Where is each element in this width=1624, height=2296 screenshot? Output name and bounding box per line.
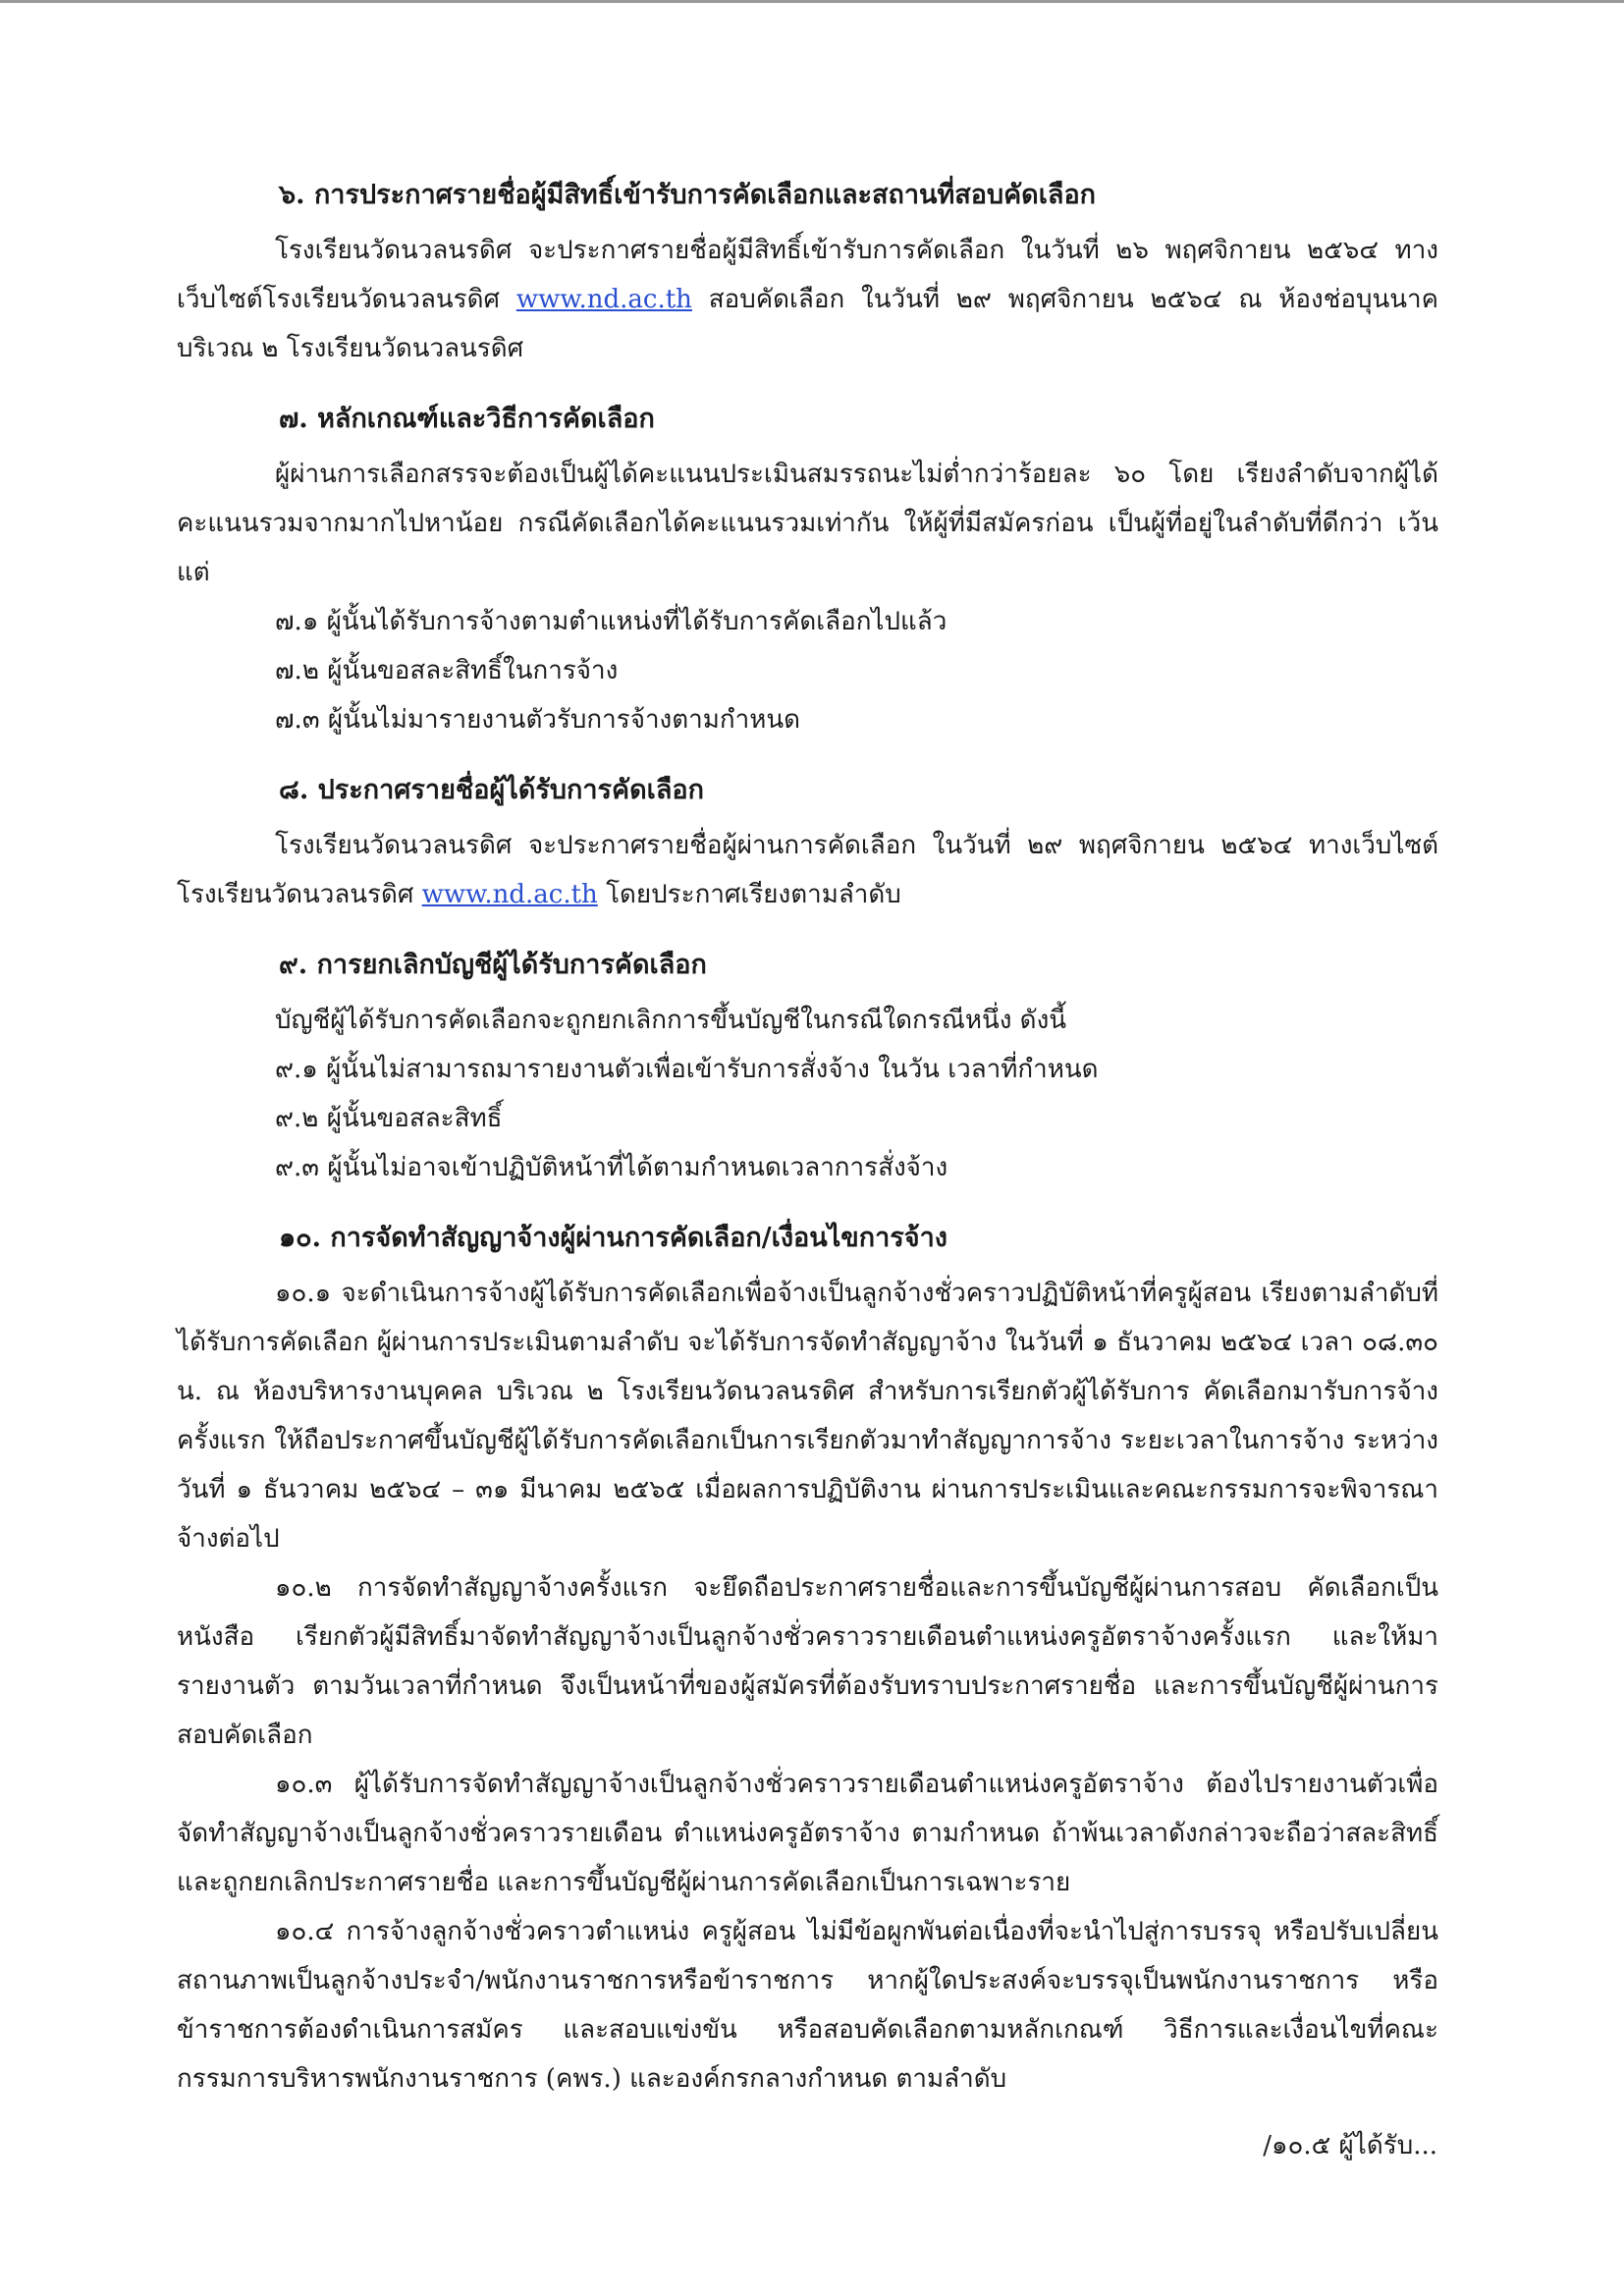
section-9-item: ๙.๑ ผู้นั้นไม่สามารถมารายงานตัวเพื่อเข้ารับการสั่งจ้าง ในวัน เวลาที่กำหนด — [275, 1055, 1099, 1084]
section-8-heading: ๘. ประกาศรายชื่อผู้ได้รับการคัดเลือก — [279, 775, 704, 805]
section-9 — [177, 941, 1438, 1192]
section-7-item: ๗.๒ ผู้นั้นขอสละสิทธิ์ในการจ้าง — [275, 656, 619, 685]
section-9-heading: ๙. การยกเลิกบัญชีผู้ได้รับการคัดเลือก — [279, 950, 707, 980]
section-10-paragraph-4: ๑๐.๔ การจ้างลูกจ้างชั่วคราวตำแหน่ง ครูผู้สอน ไม่มีข้อผูกพันต่อเนื่องที่จะนำไปสู่การบรรจุ หรือปรับเปลี่ยนสถานภาพเป็นลูกจ้างประจำ/พนักงานราชการหรือข้าราชการ หากผู้ใดประสงค์จะบรรจุเป็นพนักงานราชการ หรือข้าราชการต้องดำเนินการสมัคร และสอบแข่งขัน หรือสอบคัดเลือกตามหลักเกณฑ์ วิธีการและเงื่อนไขที่คณะกรรมการบริหารพนักงานราชการ (คพร.) และองค์กรกลางกำหนด ตามลำดับ — [177, 1917, 1438, 2094]
section-7 — [177, 395, 1438, 744]
section-9-item: ๙.๒ ผู้นั้นขอสละสิทธิ์ — [275, 1104, 503, 1133]
top-rule — [0, 0, 1624, 3]
section-6-text-b: สอบคัดเลือก ในวันที่ ๒๙ พฤศจิกายน ๒๕๖๔ ณ ห้องช่อบุนนาค บริเวณ ๒ โรงเรียนวัดนวลนรดิศ — [177, 285, 1439, 363]
section-7-item: ๗.๓ ผู้นั้นไม่มารายงานตัวรับการจ้างตามกำหนด — [275, 705, 801, 735]
section-8-text-a: โรงเรียนวัดนวลนรดิศ จะประกาศรายชื่อผู้ผ่านการคัดเลือก ในวันที่ ๒๙ พฤศจิกายน ๒๕๖๔ ทางเว็บไซต์โรงเรียนวัดนวลนรดิศ — [177, 831, 1438, 909]
section-7-item: ๗.๑ ผู้นั้นได้รับการจ้างตามตำแหน่งที่ได้รับการคัดเลือกไปแล้ว — [275, 607, 947, 636]
page-continuation: /๑๐.๕ ผู้ได้รับ... — [1263, 2131, 1437, 2160]
section-10-heading: ๑๐. การจัดทำสัญญาจ้างผู้ผ่านการคัดเลือก/เงื่อนไขการจ้าง — [279, 1223, 947, 1253]
section-10-paragraph-3: ๑๐.๓ ผู้ได้รับการจัดทำสัญญาจ้างเป็นลูกจ้างชั่วคราวรายเดือนตำแหน่งครูอัตราจ้าง ต้องไปรายงานตัวเพื่อจัดทำสัญญาจ้างเป็นลูกจ้างชั่วคราวรายเดือน ตำแหน่งครูอัตราจ้าง ตามกำหนด ถ้าพ้นเวลาดังกล่าวจะถือว่าสละสิทธิ์ และถูกยกเลิกประกาศรายชื่อ และการขึ้นบัญชีผู้ผ่านการคัดเลือกเป็นการเฉพาะราย — [177, 1770, 1438, 1897]
section-7-heading: ๗. หลักเกณฑ์และวิธีการคัดเลือก — [279, 404, 655, 434]
section-6-text-a: โรงเรียนวัดนวลนรดิศ จะประกาศรายชื่อผู้มีสิทธิ์เข้ารับการคัดเลือก ในวันที่ ๒๖ พฤศจิกายน ๒๕๖๔ ทางเว็บไซต์โรงเรียนวัดนวลนรดิศ — [177, 236, 1438, 314]
document-body — [177, 171, 1438, 2125]
section-8-paragraph — [177, 821, 1438, 919]
section-9-item: ๙.๓ ผู้นั้นไม่อาจเข้าปฏิบัติหน้าที่ได้ตามกำหนดเวลาการสั่งจ้าง — [275, 1153, 948, 1182]
section-6-paragraph — [177, 226, 1438, 373]
section-10-paragraph-2: ๑๐.๒ การจัดทำสัญญาจ้างครั้งแรก จะยึดถือประกาศรายชื่อและการขึ้นบัญชีผู้ผ่านการสอบ คัดเลือกเป็นหนังสือ เรียกตัวผู้มีสิทธิ์มาจัดทำสัญญาจ้างเป็นลูกจ้างชั่วคราวรายเดือนตำแหน่งครูอัตราจ้างครั้งแรก และให้มารายงานตัว ตามวันเวลาที่กำหนด จึงเป็นหน้าที่ของผู้สมัครที่ต้องรับทราบประกาศรายชื่อ และการขึ้นบัญชีผู้ผ่านการสอบคัดเลือก — [177, 1573, 1438, 1750]
section-7-paragraph: ผู้ผ่านการเลือกสรรจะต้องเป็นผู้ได้คะแนนประเมินสมรรถนะไม่ต่ำกว่าร้อยละ ๖๐ โดย เรียงลำดับจากผู้ได้คะแนนรวมจากมากไปหาน้อย กรณีคัดเลือกได้คะแนนรวมเท่ากัน ให้ผู้ที่มีสมัครก่อน เป็นผู้ที่อยู่ในลำดับที่ดีกว่า เว้นแต่ — [177, 460, 1438, 587]
section-10 — [177, 1214, 1438, 2104]
section-9-intro: บัญชีผู้ได้รับการคัดเลือกจะถูกยกเลิกการขึ้นบัญชีในกรณีใดกรณีหนึ่ง ดังนี้ — [275, 1006, 1067, 1035]
section-10-paragraph-1: ๑๐.๑ จะดำเนินการจ้างผู้ได้รับการคัดเลือกเพื่อจ้างเป็นลูกจ้างชั่วคราวปฏิบัติหน้าที่ครูผู้สอน เรียงตามลำดับที่ได้รับการคัดเลือก ผู้ผ่านการประเมินตามลำดับ จะได้รับการจัดทำสัญญาจ้าง ในวันที่ ๑ ธันวาคม ๒๕๖๔ เวลา ๐๘.๓๐ น. ณ ห้องบริหารงานบุคคล บริเวณ ๒ โรงเรียนวัดนวลนรดิศ สำหรับการเรียกตัวผู้ได้รับการ คัดเลือกมารับการจ้างครั้งแรก ให้ถือประกาศขึ้นบัญชีผู้ได้รับการคัดเลือกเป็นการเรียกตัวมาทำสัญญาการจ้าง ระยะเวลาในการจ้าง ระหว่างวันที่ ๑ ธันวาคม ๒๕๖๔ – ๓๑ มีนาคม ๒๕๖๕ เมื่อผลการปฏิบัติงาน ผ่านการประเมินและคณะกรรมการจะพิจารณาจ้างต่อไป — [177, 1279, 1438, 1554]
section-8-text-b: โดยประกาศเรียงตามลำดับ — [606, 880, 901, 909]
section-8 — [177, 766, 1438, 919]
section-6-heading: ๖. การประกาศรายชื่อผู้มีสิทธิ์เข้ารับการคัดเลือกและสถานที่สอบคัดเลือก — [279, 180, 1097, 210]
website-link[interactable]: www.nd.ac.th — [421, 880, 598, 909]
website-link[interactable]: www.nd.ac.th — [515, 285, 692, 314]
section-6 — [177, 171, 1438, 373]
